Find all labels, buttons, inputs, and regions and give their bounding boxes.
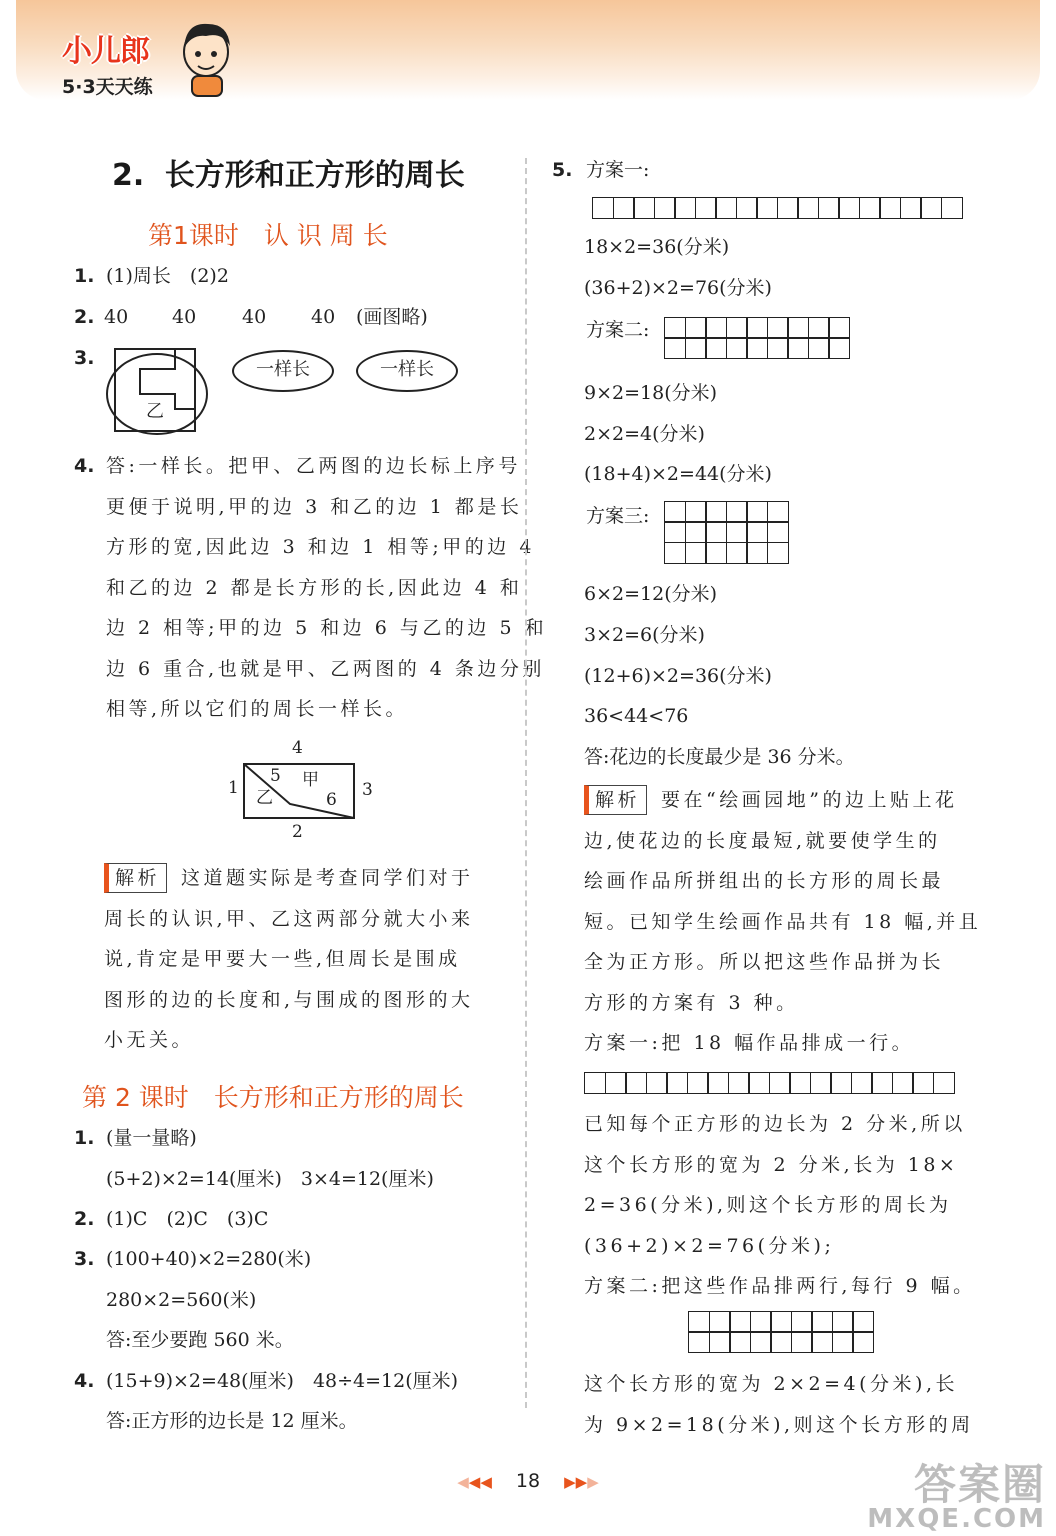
l1-q4-fig-side6: 6	[326, 790, 337, 810]
q5-analysis-plan1-grid	[584, 1073, 955, 1094]
l1-q2-value-2: 40	[172, 306, 197, 328]
mascot-boy-icon	[178, 14, 234, 98]
l1-q2-value-4: 40	[311, 306, 336, 328]
prev-arrow-icon: ◀◀	[468, 1473, 492, 1491]
l1-q4-fig-yi: 乙	[256, 788, 273, 808]
l1-q2-note: (画图略)	[356, 306, 428, 328]
q5-plan2-calc3: (18+4)×2=44(分米)	[584, 463, 772, 485]
l1-q4-number: 4.	[74, 455, 95, 477]
q5-answer: 答:花边的长度最少是 36 分米。	[584, 746, 855, 768]
l2-q2-answer: (1)C (2)C (3)C	[106, 1208, 269, 1230]
l1-q4-line: 方形的宽,因此边 3 和边 1 相等;甲的边 4	[106, 536, 535, 558]
q5-analysis-plan2-grid	[688, 1312, 874, 1353]
l1-q3-ellipse-2-text: 一样长	[380, 359, 434, 380]
grid-cell	[879, 197, 901, 219]
q5-analysis-plan1-explain	[584, 1104, 976, 1307]
grid-cell	[941, 197, 963, 219]
chapter-title	[112, 150, 465, 194]
q5-analysis-line: 绘画作品所拼组出的长方形的周长最	[584, 870, 945, 892]
l2-q1-line1: (量一量略)	[106, 1127, 197, 1149]
l1-analysis-line: 说,肯定是甲要大一些,但周长是围成	[104, 948, 461, 970]
q5-analysis-line: 边,使花边的长度最短,就要使学生的	[584, 829, 941, 852]
l2-q4-line2: 答:正方形的边长是 12 厘米。	[106, 1410, 358, 1432]
q5-plan3-calc2: 3×2=6(分米)	[584, 624, 705, 646]
q5-analysis-line: 方形的方案有 3 种。	[584, 991, 799, 1014]
watermark-line2: MXQE.COM	[867, 1504, 1046, 1534]
q5-plan1-label: 方案一:	[586, 159, 650, 181]
grid-cell	[818, 197, 840, 219]
series-name: 5·3天天练	[62, 76, 153, 98]
l2-q4-line1: (15+9)×2=48(厘米) 48÷4=12(厘米)	[106, 1370, 459, 1392]
q5-comparison: 36<44<76	[584, 705, 689, 727]
analysis-tag: 解析	[584, 785, 647, 815]
q5-analysis-line: 2=36(分米),则这个长方形的周长为	[584, 1194, 952, 1216]
q5-plan3-calc1: 6×2=12(分米)	[584, 583, 718, 605]
q5-analysis-line: 要在“绘画园地”的边上贴上花	[661, 789, 958, 811]
header-band	[16, 0, 1040, 100]
brand-logo	[62, 26, 153, 99]
l1-q4-line: 相等,所以它们的周长一样长。	[106, 698, 409, 720]
grid-cell	[777, 197, 799, 219]
q5-analysis-line: 全为正方形。所以把这些作品拼为长	[584, 951, 945, 973]
grid-cell	[592, 197, 614, 219]
q5-analysis-line: (36+2)×2=76(分米);	[584, 1234, 835, 1257]
l1-q1-answer: (1)周长 (2)2	[106, 265, 229, 287]
q5-plan3-calc3: (12+6)×2=36(分米)	[584, 665, 772, 687]
l2-q2-number: 2.	[74, 1208, 95, 1230]
q5-number: 5.	[552, 159, 573, 181]
q5-analysis-plan2-explain	[584, 1364, 974, 1445]
l1-q4-line: 边 6 重合,也就是甲、乙两图的 4 条边分别	[106, 657, 545, 680]
l2-q1-line2: (5+2)×2=14(厘米) 3×4=12(厘米)	[106, 1168, 434, 1190]
grid-cell	[715, 197, 737, 219]
l1-q2-value-3: 40	[242, 306, 267, 328]
l1-q3-ellipse-2	[356, 350, 458, 392]
l1-q3-ellipse-1	[232, 350, 334, 392]
next-arrow-icon: ▶▶	[564, 1473, 588, 1491]
l2-q3-line3: 答:至少要跑 560 米。	[106, 1329, 294, 1351]
l1-q1-number: 1.	[74, 265, 95, 287]
next-arrow-icon: ▶	[587, 1473, 599, 1491]
grid-cell	[736, 197, 758, 219]
grid-cell	[756, 197, 778, 219]
l1-q4-fig-bottom: 2	[292, 822, 303, 842]
q5-analysis-line: 短。已知学生绘画作品共有 18 幅,并且	[584, 910, 982, 933]
grid-cell	[797, 197, 819, 219]
page-number: 18	[515, 1470, 541, 1492]
q5-analysis-plan2: 方案二:把这些作品排两行,每行 9 幅。	[584, 1275, 976, 1297]
q5-plan1-calc2: (36+2)×2=76(分米)	[584, 277, 772, 299]
l1-q4-line: 和乙的边 2 都是长方形的长,因此边 4 和	[106, 576, 523, 599]
chapter-title-text: 长方形和正方形的周长	[164, 158, 465, 193]
grid-cell	[674, 197, 696, 219]
l1-q3-fig-label: 乙	[146, 401, 164, 422]
l1-analysis-line: 小无关。	[104, 1029, 195, 1051]
q5-plan2-grid	[664, 318, 850, 359]
l2-q4-number: 4.	[74, 1370, 95, 1392]
q5-plan1-grid	[592, 198, 963, 219]
lesson1-title: 第1课时 认 识 周 长	[148, 221, 388, 250]
q5-plan2-label: 方案二:	[586, 319, 650, 341]
grid-cell	[633, 197, 655, 219]
l1-q4-answer	[106, 446, 547, 730]
watermark	[867, 1460, 1046, 1534]
q5-plan2-calc2: 2×2=4(分米)	[584, 423, 705, 445]
l2-q1-number: 1.	[74, 1127, 95, 1149]
q5-analysis-plan1: 方案一:把 18 幅作品排成一行。	[584, 1032, 915, 1054]
prev-arrow-icon: ◀	[457, 1473, 469, 1491]
q5-analysis-line: 这个长方形的宽为 2×2=4(分米),长	[584, 1373, 959, 1395]
chapter-number: 2.	[112, 158, 145, 193]
l1-analysis-line: 这道题实际是考查同学们对于	[181, 867, 474, 889]
analysis-tag: 解析	[104, 863, 167, 893]
l1-q4-line: 边 2 相等;甲的边 5 和边 6 与乙的边 5 和	[106, 617, 548, 639]
watermark-line1: 答案圈	[913, 1460, 1046, 1509]
l1-q4-fig-right: 3	[362, 780, 373, 800]
q5-analysis	[584, 780, 981, 1064]
grid-cell	[654, 197, 676, 219]
q5-plan3-grid	[664, 502, 789, 564]
l1-q2-number: 2.	[74, 306, 95, 328]
grid-cell	[859, 197, 881, 219]
l1-analysis-line: 周长的认识,甲、乙这两部分就大小来	[104, 907, 474, 930]
l1-q4-fig-side5: 5	[270, 766, 281, 786]
l2-q3-line1: (100+40)×2=280(米)	[106, 1248, 312, 1270]
l1-q4-fig-top: 4	[292, 738, 303, 758]
q5-analysis-line: 这个长方形的宽为 2 分米,长为 18×	[584, 1153, 959, 1176]
l1-q4-line: 答:一样长。把甲、乙两图的边长标上序号	[106, 455, 521, 477]
lesson2-title: 第 2 课时 长方形和正方形的周长	[82, 1083, 464, 1112]
grid-cell	[920, 197, 942, 219]
q5-analysis-line: 已知每个正方形的边长为 2 分米,所以	[584, 1113, 966, 1135]
l1-analysis-line: 图形的边的长度和,与围成的图形的大	[104, 988, 474, 1011]
q5-plan1-calc1: 18×2=36(分米)	[584, 236, 730, 258]
l1-q4-fig-jia: 甲	[302, 770, 319, 790]
grid-cell	[900, 197, 922, 219]
l1-q4-line: 更便于说明,甲的边 3 和乙的边 1 都是长	[106, 495, 523, 518]
l1-analysis	[104, 858, 474, 1061]
l2-q3-number: 3.	[74, 1248, 95, 1270]
l1-q2-value-1: 40	[104, 306, 129, 328]
l1-q3-ellipse-1-text: 一样长	[256, 359, 310, 380]
q5-plan3-label: 方案三:	[586, 505, 650, 527]
q5-analysis-line: 为 9×2=18(分米),则这个长方形的周	[584, 1413, 974, 1436]
l1-q4-fig-left: 1	[228, 778, 239, 798]
grid-cell	[613, 197, 635, 219]
column-divider	[525, 158, 527, 1408]
grid-cell	[695, 197, 717, 219]
q5-plan2-calc1: 9×2=18(分米)	[584, 382, 718, 404]
l2-q3-line2: 280×2=560(米)	[106, 1289, 257, 1311]
l1-q3-number: 3.	[74, 347, 95, 369]
brand-name: 小儿郎	[62, 34, 149, 69]
grid-cell	[838, 197, 860, 219]
